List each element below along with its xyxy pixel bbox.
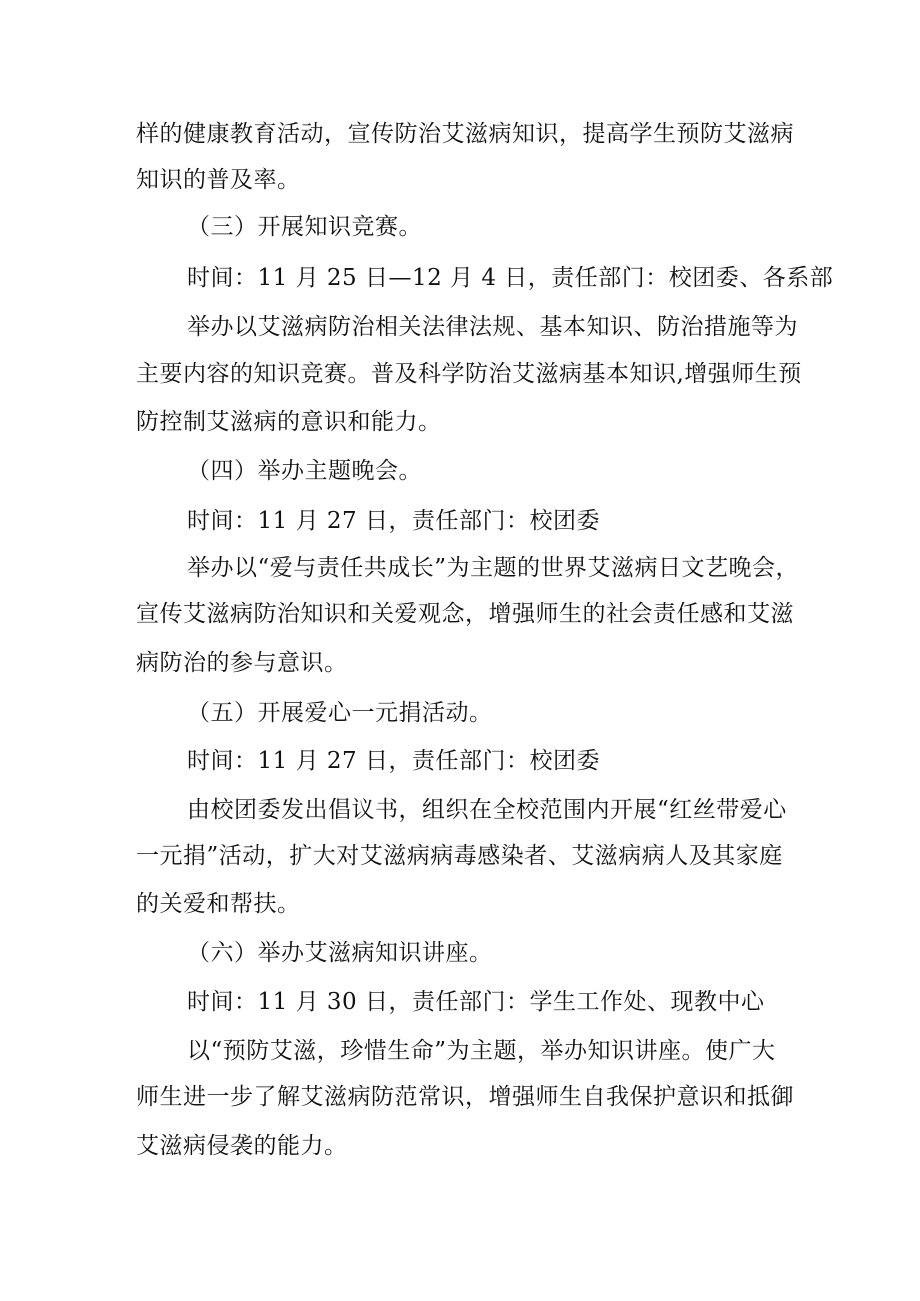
paragraph-line: 举办以艾滋病防治相关法律法规、基本知识、防治措施等为 — [187, 314, 798, 340]
section-heading-3: （三）开展知识竞赛。 — [187, 214, 422, 240]
paragraph-line: 举办以“爱与责任共成长”为主题的世界艾滋病日文艺晚会， — [187, 555, 800, 581]
time-responsibility-line: 时间：11 月 30 日，责任部门：学生工作处、现教中心 — [187, 989, 765, 1015]
paragraph-line: 知识的普及率。 — [136, 167, 301, 193]
paragraph-line: 艾滋病侵袭的能力。 — [136, 1133, 348, 1159]
paragraph-line: 以“预防艾滋，珍惜生命”为主题，举办知识讲座。使广大 — [187, 1038, 776, 1064]
paragraph-line: 的关爱和帮扶。 — [136, 891, 301, 917]
section-heading-4: （四）举办主题晚会。 — [187, 458, 422, 484]
paragraph-line: 宣传艾滋病防治知识和关爱观念，增强师生的社会责任感和艾滋 — [136, 601, 794, 627]
paragraph-line: 防控制艾滋病的意识和能力。 — [136, 409, 442, 435]
paragraph-line: 病防治的参与意识。 — [136, 650, 348, 676]
paragraph-line: 一元捐”活动，扩大对艾滋病病毒感染者、艾滋病病人及其家庭 — [136, 843, 783, 869]
time-responsibility-line: 时间：11 月 27 日，责任部门：校团委 — [187, 508, 600, 534]
section-heading-6: （六）举办艾滋病知识讲座。 — [187, 940, 493, 966]
time-responsibility-line: 时间：11 月 27 日，责任部门：校团委 — [187, 748, 600, 774]
section-heading-5: （五）开展爱心一元捐活动。 — [187, 700, 493, 726]
time-responsibility-line: 时间：11 月 25 日—12 月 4 日，责任部门：校团委、各系部 — [187, 265, 834, 291]
paragraph-line: 主要内容的知识竞赛。普及科学防治艾滋病基本知识,增强师生预 — [136, 361, 802, 387]
paragraph-line: 由校团委发出倡议书，组织在全校范围内开展“红丝带爱心 — [187, 797, 787, 823]
paragraph-line: 师生进一步了解艾滋病防范常识，增强师生自我保护意识和抵御 — [136, 1084, 794, 1110]
paragraph-line: 样的健康教育活动，宣传防治艾滋病知识，提高学生预防艾滋病 — [136, 121, 794, 147]
